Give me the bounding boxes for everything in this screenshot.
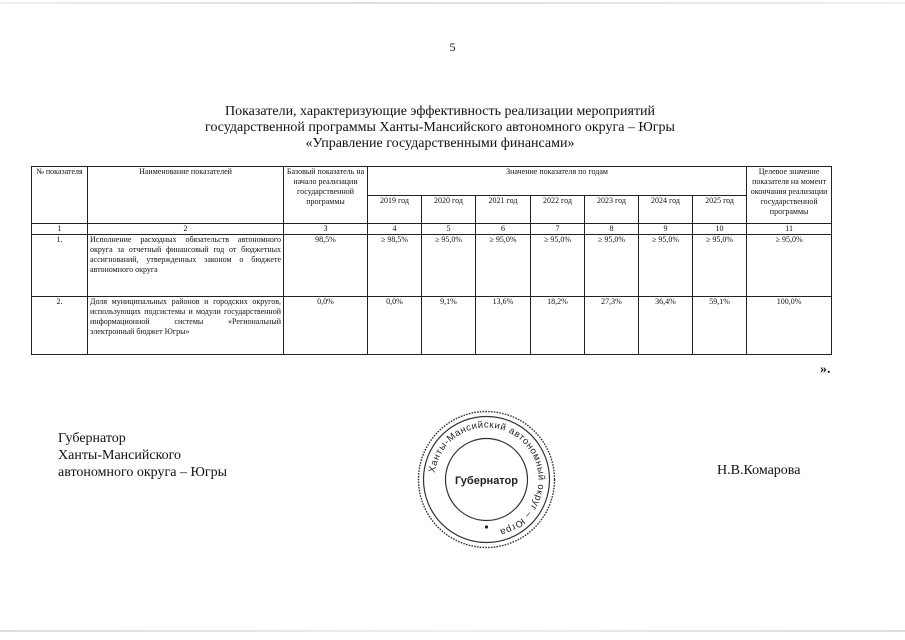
table-header-row [32,167,832,196]
signer-name: Н.В.Комарова [717,463,801,478]
header-year: 2020 год [422,195,476,224]
row-value: 18,2% [531,297,585,355]
row-base: 0,0% [284,297,368,355]
column-number: 10 [693,224,747,235]
header-year: 2023 год [585,195,639,224]
stamp-ring-text: Ханты-Мансийский автономный округ – Югра [426,419,547,538]
header-target: Целевое значение показателя на момент окончания реализации государственной программы [747,167,832,224]
official-seal-stamp [414,407,559,552]
row-value: ≥ 95,0% [639,235,693,297]
row-value: ≥ 98,5% [368,235,422,297]
signer-position-line: автономного округа – Югры [58,465,227,480]
row-value: 36,4% [639,297,693,355]
table-column-numbers-row [32,224,832,235]
column-number: 8 [585,224,639,235]
row-value: ≥ 95,0% [422,235,476,297]
signer-position [58,430,227,481]
column-number: 2 [88,224,284,235]
header-base: Базовый показатель на начало реализации государственной программы [284,167,368,224]
column-number: 7 [531,224,585,235]
stamp-center-text: Губернатор [454,475,519,487]
column-number: 5 [422,224,476,235]
header-year: 2021 год [476,195,531,224]
row-base: 98,5% [284,235,368,297]
row-value: 27,3% [585,297,639,355]
row-value: ≥ 95,0% [693,235,747,297]
title-line-3: «Управление государственными финансами» [305,136,575,151]
header-year: 2025 год [693,195,747,224]
row-value: 9,1% [422,297,476,355]
scan-edge-bottom [0,630,905,632]
row-name: Доля муниципальных районов и городских округов, использующих подсистемы и модули государственной информационной системы «Региональный электронный бюджет Югры» [88,297,284,355]
row-value: ≥ 95,0% [476,235,531,297]
column-number: 11 [747,224,832,235]
header-name: Наименование показателей [88,167,284,224]
row-num: 2. [32,297,88,355]
title-line-2: государственной программы Ханты-Мансийского автономного округа – Югры [205,120,675,135]
column-number: 4 [368,224,422,235]
indicators-table [31,166,832,355]
row-value: ≥ 95,0% [531,235,585,297]
table-row [32,235,832,297]
header-year: 2022 год [531,195,585,224]
column-number: 3 [284,224,368,235]
column-number: 1 [32,224,88,235]
column-number: 6 [476,224,531,235]
header-year: 2024 год [639,195,693,224]
row-name: Исполнение расходных обязательств автономного округа за отчетный финансовый год от бюджетных ассигнований, утвержденных законом о бюджете автономного округа [88,235,284,297]
header-year: 2019 год [368,195,422,224]
header-years-group: Значение показателя по годам [368,167,747,196]
closing-quote-mark: ». [820,362,831,377]
row-value: 0,0% [368,297,422,355]
document-title [120,104,760,152]
row-value: 59,1% [693,297,747,355]
row-num: 1. [32,235,88,297]
row-value: 13,6% [476,297,531,355]
column-number: 9 [639,224,693,235]
signer-position-line: Губернатор [58,431,126,446]
signer-position-line: Ханты-Мансийского [58,448,182,463]
row-value: ≥ 95,0% [585,235,639,297]
title-line-1: Показатели, характеризующие эффективность реализации мероприятий [224,104,656,119]
row-target: 100,0% [747,297,832,355]
scan-edge-top [0,2,905,4]
row-target: ≥ 95,0% [747,235,832,297]
page-number: 5 [449,40,456,54]
header-num: № показателя [32,167,88,224]
table-row [32,297,832,355]
